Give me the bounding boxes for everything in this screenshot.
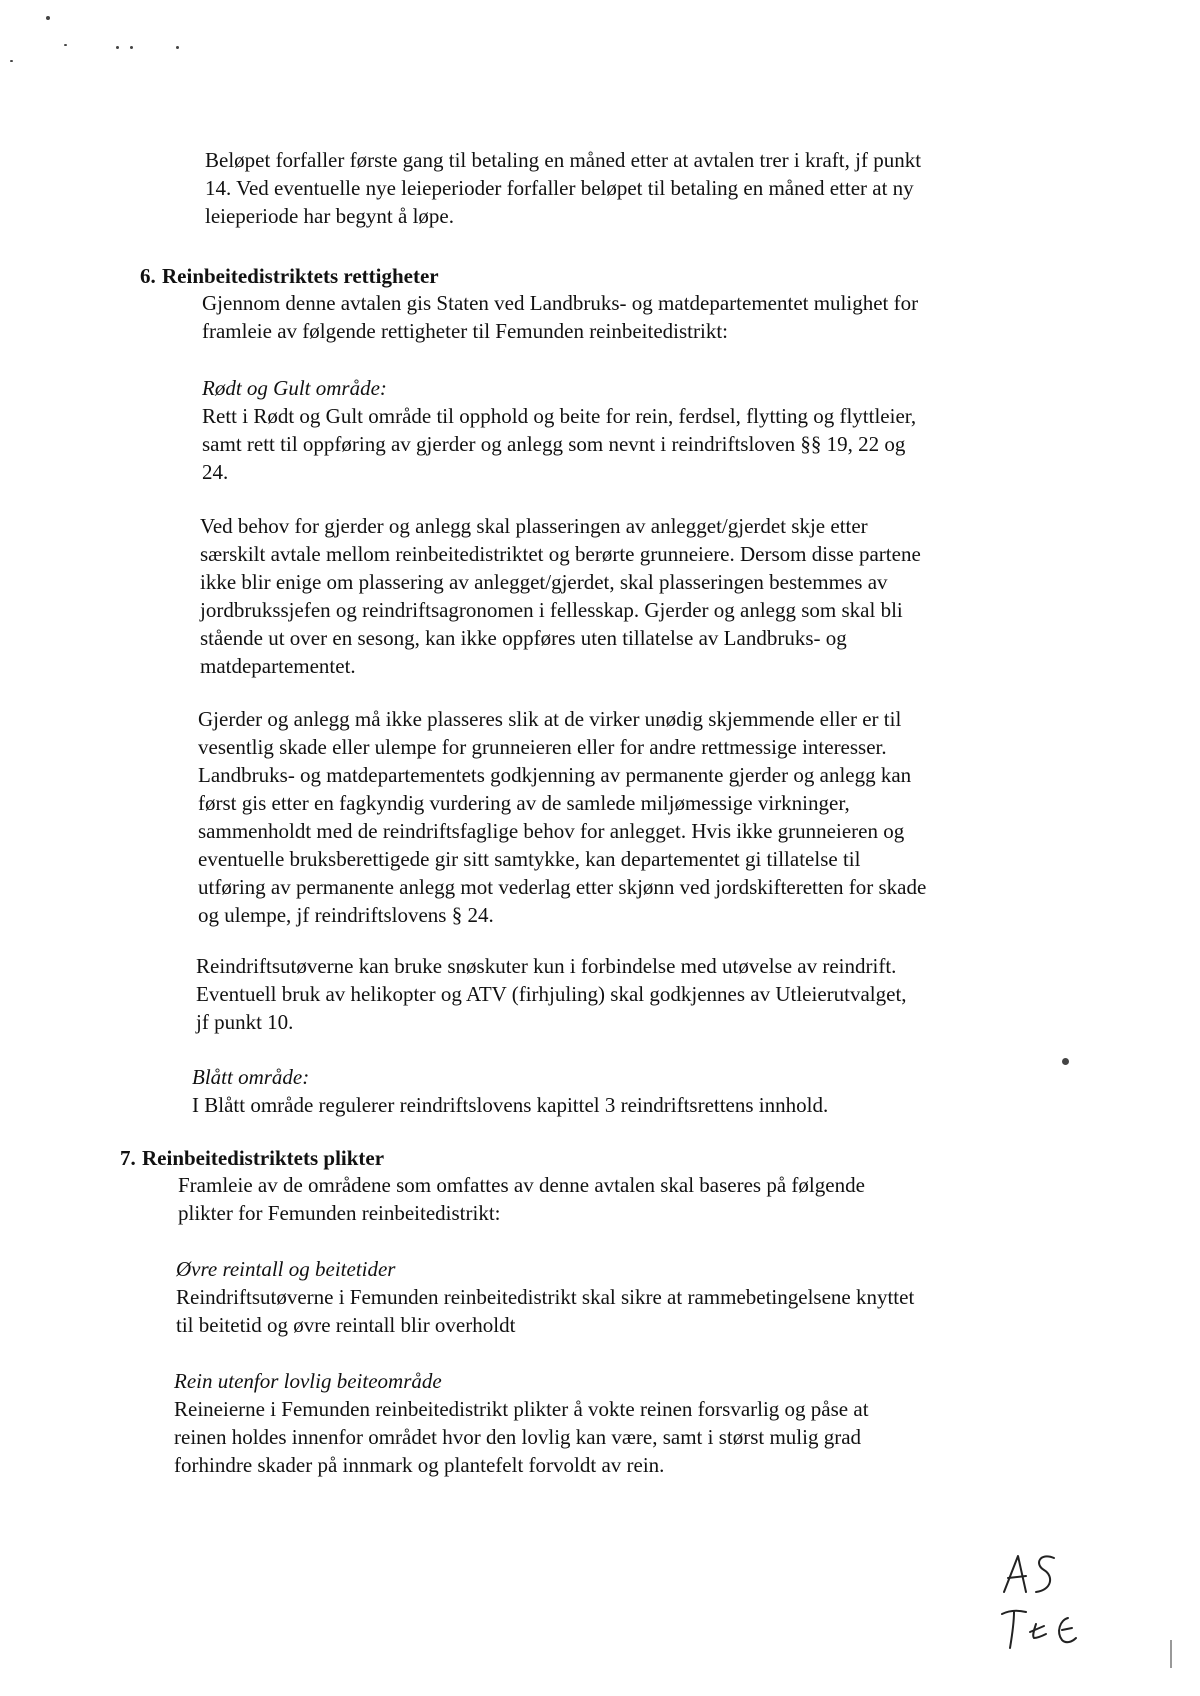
text-line: leieperiode har begynt å løpe.: [205, 204, 454, 228]
section-number: 7.: [120, 1146, 136, 1170]
initials-drawing: [996, 1548, 1106, 1658]
text-line: 24.: [202, 460, 229, 484]
text-line: forhindre skader på innmark og plantefelt forvoldt av rein.: [174, 1453, 665, 1477]
scan-speck: [176, 46, 179, 49]
text-line: Ved behov for gjerder og anlegg skal plasseringen av anlegget/gjerdet skje etter: [200, 514, 868, 538]
text-line: først gis etter en fagkyndig vurdering av de samlede miljømessige virkninger,: [198, 791, 850, 815]
subheading: Øvre reintall og beitetider: [176, 1257, 396, 1281]
scan-speck: [130, 46, 133, 49]
text-line: Gjerder og anlegg må ikke plasseres slik at de virker unødig skjemmende eller er til: [198, 707, 902, 731]
scan-speck: [1062, 1058, 1069, 1065]
section-title: Reinbeitedistriktets plikter: [142, 1146, 385, 1170]
intro-paragraph: [205, 146, 921, 230]
fence-placement-paragraph: [200, 512, 921, 680]
scan-speck: [116, 46, 119, 49]
scan-speck: [10, 60, 13, 62]
text-line: Reineierne i Femunden reinbeitedistrikt plikter å vokte reinen forsvarlig og påse at: [174, 1397, 869, 1421]
text-line: eventuelle bruksberettigede gir sitt samtykke, kan departementet gi tillatelse til: [198, 847, 861, 871]
text-line: Beløpet forfaller første gang til betaling en måned etter at avtalen trer i kraft, jf punkt: [205, 148, 922, 172]
text-line: jf punkt 10.: [196, 1010, 294, 1034]
text-line: Reindriftsutøverne kan bruke snøskuter kun i forbindelse med utøvelse av reindrift.: [196, 954, 897, 978]
text-line: Gjennom denne avtalen gis Staten ved Landbruks- og matdepartementet mulighet for: [202, 291, 919, 315]
text-line: I Blått område regulerer reindriftslovens kapittel 3 reindriftsrettens innhold.: [192, 1093, 829, 1117]
text-line: og ulempe, jf reindriftslovens § 24.: [198, 903, 494, 927]
text-line: jordbrukssjefen og reindriftsagronomen i fellesskap. Gjerder og anlegg som skal bli: [200, 598, 903, 622]
text-line: samt rett til oppføring av gjerder og anlegg som nevnt i reindriftsloven §§ 19, 22 og: [202, 432, 906, 456]
subheading: Blått område:: [192, 1065, 310, 1089]
text-line: utføring av permanente anlegg mot vederlag etter skjønn ved jordskifteretten for skade: [198, 875, 927, 899]
reindeer-outside-area-block: [174, 1367, 869, 1479]
blue-area-block: [192, 1063, 828, 1119]
section-7-intro: [178, 1171, 865, 1227]
section-6-heading: [140, 262, 439, 290]
text-line: Framleie av de områdene som omfattes av denne avtalen skal baseres på følgende: [178, 1173, 865, 1197]
text-line: Landbruks- og matdepartementets godkjenning av permanente gjerder og anlegg kan: [198, 763, 912, 787]
section-7-heading: [120, 1144, 384, 1172]
text-line: Rett i Rødt og Gult område til opphold og beite for rein, ferdsel, flytting og flyttleier,: [202, 404, 917, 428]
text-line: Eventuell bruk av helikopter og ATV (firhjuling) skal godkjennes av Utleierutvalget,: [196, 982, 907, 1006]
handwritten-initials: [996, 1548, 1106, 1658]
subheading: Rødt og Gult område:: [202, 376, 387, 400]
text-line: sammenholdt med de reindriftsfaglige behov for anlegget. Hvis ikke grunneieren og: [198, 819, 905, 843]
scan-edge-mark: [1170, 1640, 1172, 1668]
upper-reindeer-count-block: [176, 1255, 914, 1339]
text-line: vesentlig skade eller ulempe for grunneieren eller for andre rettmessige interesser.: [198, 735, 887, 759]
text-line: til beitetid og øvre reintall blir overholdt: [176, 1313, 516, 1337]
text-line: stående ut over en sesong, kan ikke oppføres uten tillatelse av Landbruks- og: [200, 626, 847, 650]
scan-speck: [46, 16, 50, 20]
text-line: matdepartementet.: [200, 654, 356, 678]
snowmobile-paragraph: [196, 952, 907, 1036]
text-line: plikter for Femunden reinbeitedistrikt:: [178, 1201, 501, 1225]
text-line: ikke blir enige om plassering av anlegget/gjerdet, skal plasseringen bestemmes av: [200, 570, 888, 594]
section-6-intro: [202, 289, 918, 345]
section-title: Reinbeitedistriktets rettigheter: [162, 264, 439, 288]
subheading: Rein utenfor lovlig beiteområde: [174, 1369, 442, 1393]
text-line: Reindriftsutøverne i Femunden reinbeitedistrikt skal sikre at rammebetingelsene knyttet: [176, 1285, 915, 1309]
text-line: særskilt avtale mellom reinbeitedistriktet og berørte grunneiere. Dersom disse partene: [200, 542, 921, 566]
text-line: reinen holdes innenfor området hvor den lovlig kan være, samt i størst mulig grad: [174, 1425, 862, 1449]
text-line: framleie av følgende rettigheter til Femunden reinbeitedistrikt:: [202, 319, 728, 343]
scan-speck: [64, 44, 67, 46]
text-line: 14. Ved eventuelle nye leieperioder forfaller beløpet til betaling en måned etter at ny: [205, 176, 914, 200]
fence-approval-paragraph: [198, 705, 926, 929]
section-number: 6.: [140, 264, 156, 288]
red-yellow-area-block: [202, 374, 916, 486]
